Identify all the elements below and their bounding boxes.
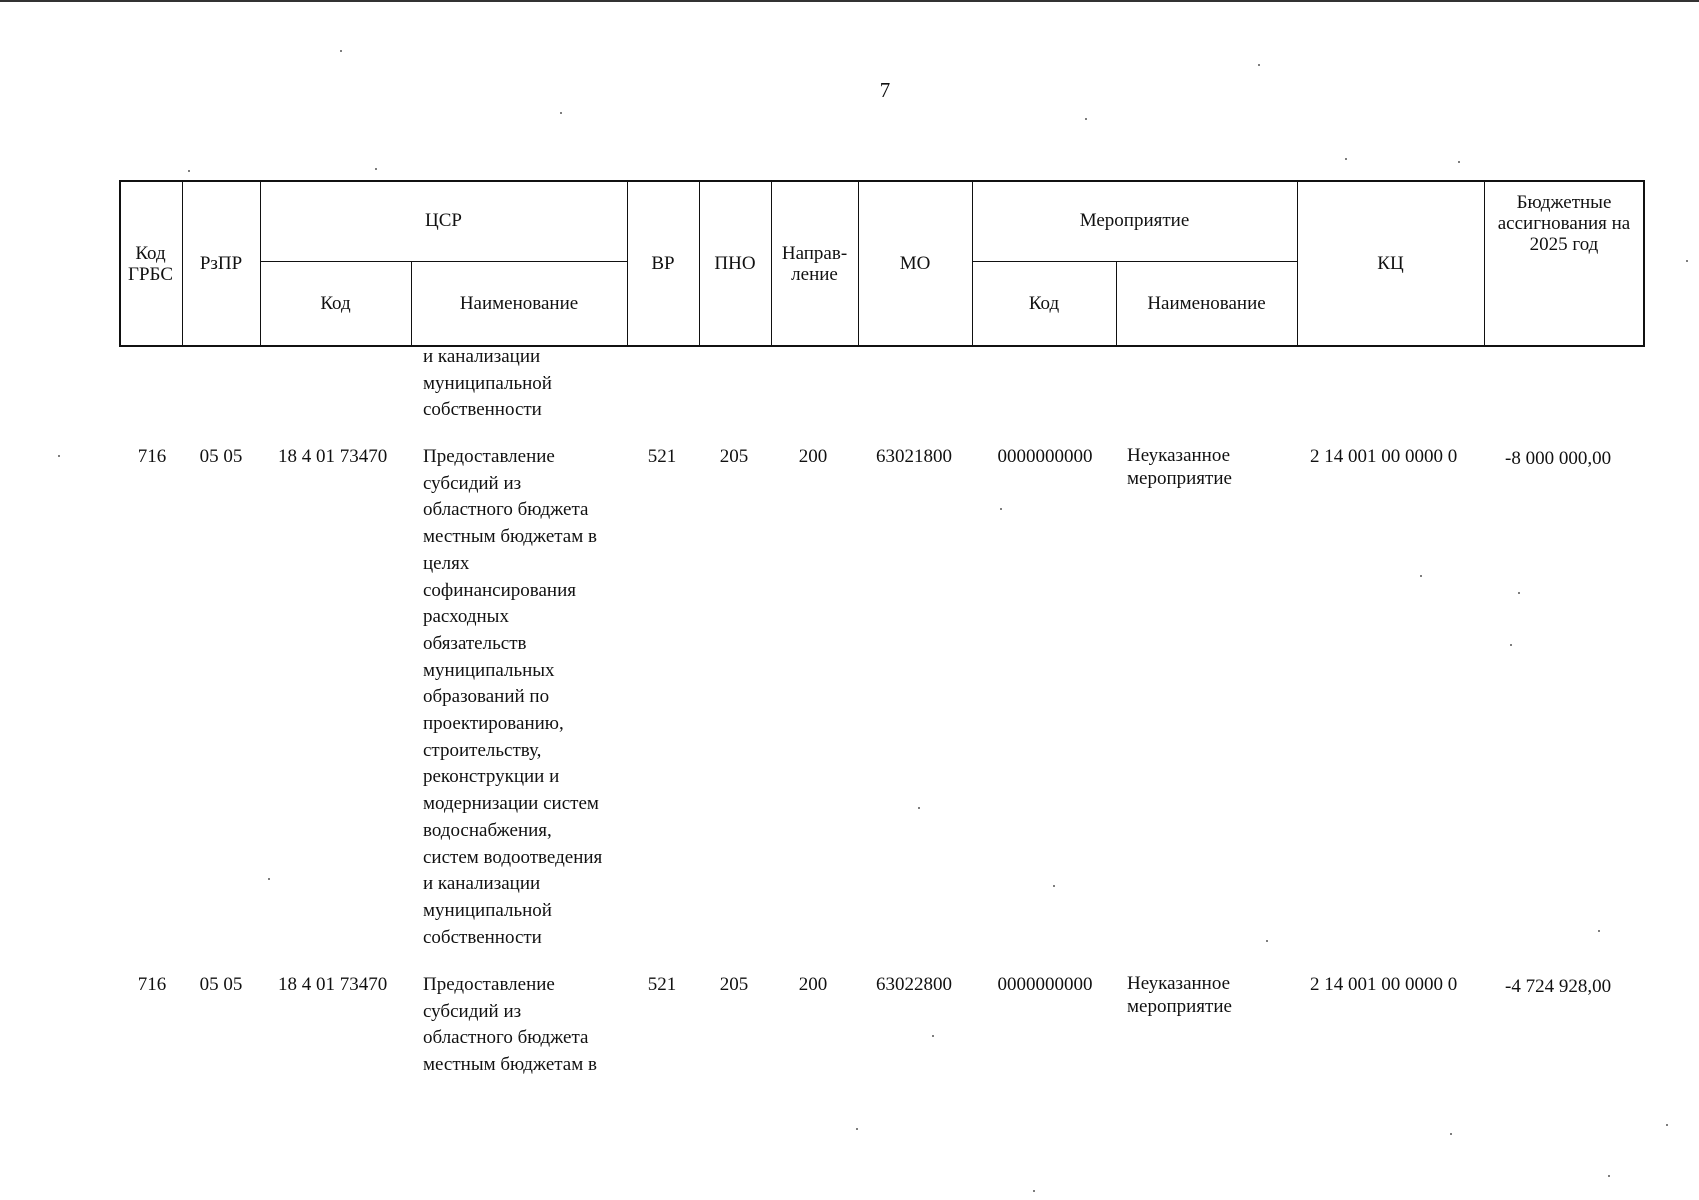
cell-rzpr: 05 05: [199, 446, 243, 467]
header-vr: ВР: [651, 253, 675, 274]
continuation-text: и канализации муниципальной собственности: [423, 346, 552, 421]
cell-name: Предоставление субсидий из областного бюджета местным бюджетам в: [423, 974, 597, 1076]
header-kc: КЦ: [1377, 253, 1404, 274]
cell-mer-name: Неуказанное мероприятие: [1127, 445, 1232, 489]
page-number: 7: [879, 78, 891, 102]
cell-name: Предоставление субсидий из областного бюджета местным бюджетам в целях софинансирования расходных обязательств муниципальных образований по проектированию, строительству, реконструкции и модернизации систем водоснабжения, систем водоотведения и канализации муниципальной собственности: [423, 446, 603, 948]
cell-pno: 205: [719, 974, 749, 995]
top-border-line: [0, 0, 1699, 2]
header-mer-name: Наименование: [1147, 293, 1266, 314]
cell-vr: 521: [647, 446, 677, 467]
cell-mer-kod: 0000000000: [997, 446, 1093, 467]
header-csr: ЦСР: [425, 210, 462, 231]
header-pno: ПНО: [714, 253, 756, 274]
header-budget: Бюджетные ассигнования на 2025 год: [1497, 192, 1631, 255]
cell-rzpr: 05 05: [199, 974, 243, 995]
cell-kc: 2 14 001 00 0000 0: [1310, 446, 1458, 467]
cell-csr: 18 4 01 73470: [278, 974, 388, 995]
cell-napr: 200: [798, 446, 828, 467]
cell-grbs: 716: [137, 446, 167, 467]
cell-mo: 63021800: [876, 446, 952, 467]
cell-amount: -8 000 000,00: [1505, 448, 1612, 469]
header-napravlenie: Направ- ление: [781, 242, 848, 285]
header-mer-kod: Код: [1028, 293, 1060, 314]
cell-amount: -4 724 928,00: [1505, 976, 1612, 997]
header-csr-name: Наименование: [459, 293, 579, 314]
cell-kc: 2 14 001 00 0000 0: [1310, 974, 1458, 995]
header-meropriyatie: Мероприятие: [1079, 210, 1190, 231]
cell-napr: 200: [798, 974, 828, 995]
cell-csr: 18 4 01 73470: [278, 446, 388, 467]
cell-pno: 205: [719, 446, 749, 467]
table-header: [119, 180, 1645, 347]
cell-mo: 63022800: [876, 974, 952, 995]
cell-mer-kod: 0000000000: [997, 974, 1093, 995]
header-rzpr: РзПР: [199, 253, 243, 274]
header-kod-grbs: Код ГРБС: [127, 242, 173, 285]
header-csr-kod: Код: [320, 293, 351, 314]
cell-mer-name: Неуказанное мероприятие: [1127, 973, 1232, 1017]
header-mo: МО: [899, 253, 931, 274]
cell-grbs: 716: [137, 974, 167, 995]
cell-vr: 521: [647, 974, 677, 995]
